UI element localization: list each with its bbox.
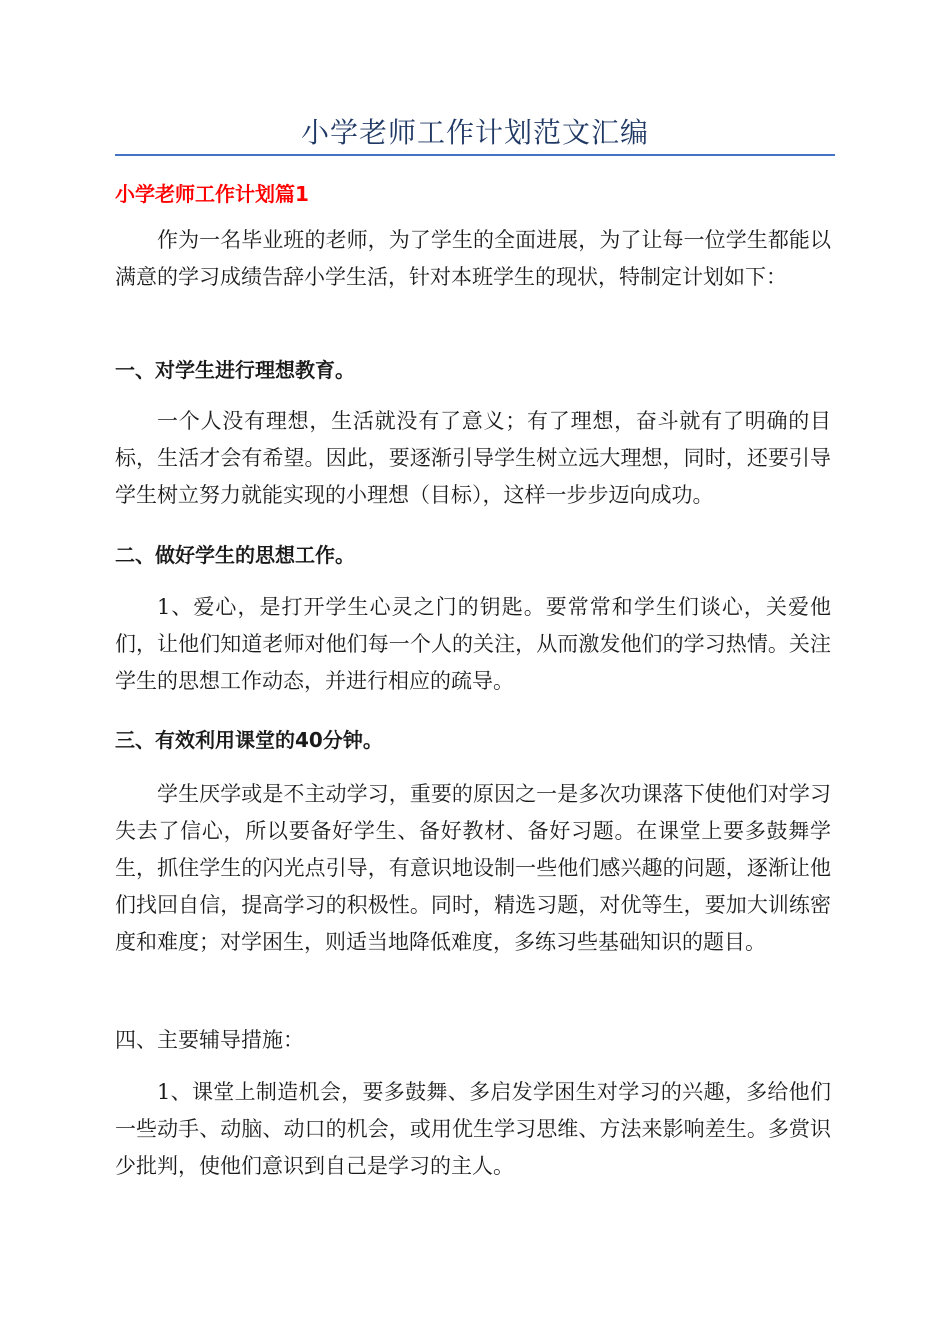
section-heading-4: 四、主要辅导措施：: [115, 1028, 304, 1052]
section-heading-2: 二、做好学生的思想工作。: [115, 543, 355, 567]
section-heading-3: 三、有效利用课堂的40分钟。: [115, 728, 383, 752]
title-underline: [115, 154, 835, 156]
section-body-4: 1、课堂上制造机会，要多鼓舞、多启发学困生对学习的兴趣，多给他们一些动手、动脑、动口的机会，或用优生学习思维、方法来影响差生。多赏识少批判，使他们意识到自己是学习的主人。: [115, 1080, 831, 1178]
document-title: 小学老师工作计划范文汇编: [300, 116, 649, 149]
section-body-3: 学生厌学或是不主动学习，重要的原因之一是多次功课落下使他们对学习失去了信心，所以要备好学生、备好教材、备好习题。在课堂上要多鼓舞学生，抓住学生的闪光点引导，有意识地设制一些他们感兴趣的问题，逐渐让他们找回自信，提高学习的积极性。同时，精选习题，对优等生，要加大训练密度和难度；对学困生，则适当地降低难度，多练习些基础知识的题目。: [115, 782, 831, 954]
section-heading-1: 一、对学生进行理想教育。: [115, 358, 355, 382]
section-body-1: 一个人没有理想，生活就没有了意义；有了理想，奋斗就有了明确的目标，生活才会有希望。因此，要逐渐引导学生树立远大理想，同时，还要引导学生树立努力就能实现的小理想（目标），这样一步步迈向成功。: [115, 409, 831, 507]
intro-paragraph: 作为一名毕业班的老师，为了学生的全面进展，为了让每一位学生都能以满意的学习成绩告辞小学生活，针对本班学生的现状，特制定计划如下：: [115, 228, 831, 289]
section-subtitle: 小学老师工作计划篇1: [115, 182, 309, 206]
section-body-2: 1、爱心，是打开学生心灵之门的钥匙。要常常和学生们谈心，关爱他们，让他们知道老师对他们每一个人的关注，从而激发他们的学习热情。关注学生的思想工作动态，并进行相应的疏导。: [115, 595, 831, 693]
